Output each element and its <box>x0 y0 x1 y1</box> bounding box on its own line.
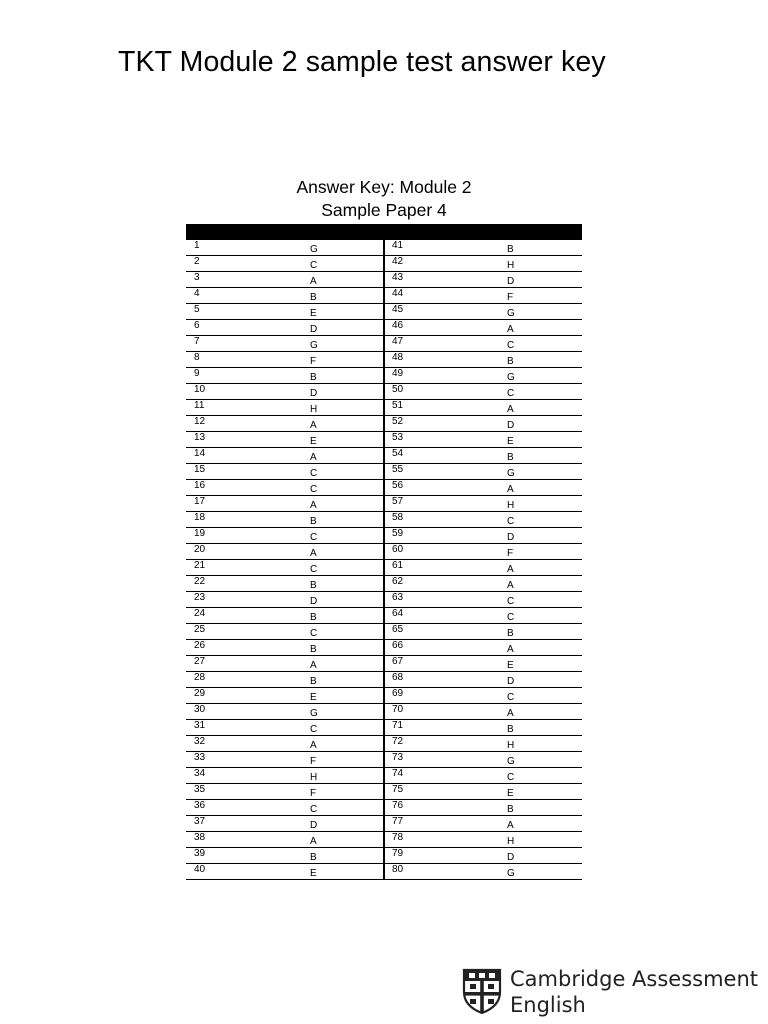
answer-letter: B <box>310 852 317 863</box>
question-number: 51 <box>392 400 404 411</box>
question-number: 29 <box>194 688 206 699</box>
answer-letter: H <box>507 260 515 271</box>
answer-letter: F <box>310 356 317 367</box>
question-number: 56 <box>392 480 404 491</box>
answer-letter: C <box>507 388 515 399</box>
answer-letter: B <box>507 724 514 735</box>
question-number: 59 <box>392 528 404 539</box>
question-number: 39 <box>194 848 206 859</box>
question-number: 21 <box>194 560 206 571</box>
answer-key-table <box>186 224 582 880</box>
question-number: 66 <box>392 640 404 651</box>
answer-letter: B <box>507 628 514 639</box>
answer-letter: A <box>310 660 317 671</box>
answer-letter: A <box>507 580 514 591</box>
cambridge-assessment-logo <box>462 966 759 1017</box>
answer-letter: A <box>310 276 317 287</box>
answer-letter: C <box>310 724 318 735</box>
answer-letter: D <box>507 276 515 287</box>
answer-letter: B <box>507 452 514 463</box>
question-number: 77 <box>392 816 404 827</box>
question-number: 67 <box>392 656 404 667</box>
question-number: 9 <box>194 368 200 379</box>
table-row <box>186 240 582 256</box>
answer-letter: D <box>310 388 318 399</box>
question-number: 53 <box>392 432 404 443</box>
answer-letter: C <box>310 532 318 543</box>
answer-letter: F <box>507 292 514 303</box>
table-row <box>186 736 582 752</box>
answer-letter: C <box>310 628 318 639</box>
answer-letter: B <box>507 356 514 367</box>
answer-letter: B <box>310 292 317 303</box>
question-number: 17 <box>194 496 206 507</box>
answer-letter: E <box>507 660 514 671</box>
question-number: 80 <box>392 864 404 875</box>
question-number: 52 <box>392 416 404 427</box>
answer-letter: B <box>310 676 317 687</box>
answer-letter: A <box>507 708 514 719</box>
answer-letter: F <box>310 756 317 767</box>
answer-letter: F <box>507 548 514 559</box>
table-row <box>186 608 582 624</box>
table-row <box>186 544 582 560</box>
answer-letter: E <box>507 788 514 799</box>
question-number: 74 <box>392 768 404 779</box>
answer-letter: H <box>507 740 515 751</box>
answer-letter: B <box>310 580 317 591</box>
table-row <box>186 416 582 432</box>
table-row <box>186 688 582 704</box>
table-row <box>186 752 582 768</box>
question-number: 75 <box>392 784 404 795</box>
table-row <box>186 848 582 864</box>
question-number: 10 <box>194 384 206 395</box>
question-number: 25 <box>194 624 206 635</box>
answer-letter: C <box>310 804 318 815</box>
question-number: 33 <box>194 752 206 763</box>
answer-letter: B <box>310 644 317 655</box>
answer-letter: B <box>507 804 514 815</box>
question-number: 68 <box>392 672 404 683</box>
question-number: 12 <box>194 416 206 427</box>
question-number: 65 <box>392 624 404 635</box>
answer-letter: A <box>310 452 317 463</box>
answer-letter: E <box>310 436 317 447</box>
answer-letter: B <box>310 516 317 527</box>
answer-letter: D <box>310 820 318 831</box>
question-number: 45 <box>392 304 404 315</box>
table-row <box>186 400 582 416</box>
question-number: 22 <box>194 576 206 587</box>
answer-letter: E <box>310 692 317 703</box>
question-number: 14 <box>194 448 206 459</box>
table-row <box>186 512 582 528</box>
answer-key-heading: Answer Key: Module 2 <box>296 177 472 197</box>
question-number: 32 <box>194 736 206 747</box>
question-number: 78 <box>392 832 404 843</box>
answer-letter: A <box>507 644 514 655</box>
answer-letter: E <box>507 436 514 447</box>
answer-letter: G <box>310 708 318 719</box>
table-row <box>186 624 582 640</box>
answer-letter: D <box>507 852 515 863</box>
question-number: 1 <box>194 240 200 251</box>
answer-letter: G <box>310 244 318 255</box>
question-number: 55 <box>392 464 404 475</box>
table-row <box>186 864 582 880</box>
answer-letter: H <box>507 500 515 511</box>
question-number: 3 <box>194 272 200 283</box>
question-number: 30 <box>194 704 206 715</box>
answer-letter: G <box>310 340 318 351</box>
table-row <box>186 704 582 720</box>
answer-letter: B <box>310 612 317 623</box>
answer-letter: C <box>507 340 515 351</box>
question-number: 7 <box>194 336 200 347</box>
answer-letter: D <box>507 532 515 543</box>
table-row <box>186 272 582 288</box>
answer-letter: H <box>310 772 318 783</box>
table-row <box>186 256 582 272</box>
answer-letter: G <box>507 372 515 383</box>
question-number: 79 <box>392 848 404 859</box>
answer-letter: E <box>310 868 317 879</box>
question-number: 44 <box>392 288 404 299</box>
question-number: 26 <box>194 640 206 651</box>
answer-letter: B <box>507 244 514 255</box>
table-row <box>186 304 582 320</box>
question-number: 42 <box>392 256 404 267</box>
question-number: 41 <box>392 240 404 251</box>
table-row <box>186 800 582 816</box>
answer-letter: C <box>507 692 515 703</box>
answer-letter: A <box>310 500 317 511</box>
question-number: 19 <box>194 528 206 539</box>
answer-letter: C <box>507 516 515 527</box>
question-number: 18 <box>194 512 206 523</box>
question-number: 69 <box>392 688 404 699</box>
answer-letter: A <box>310 740 317 751</box>
answer-letter: C <box>310 468 318 479</box>
question-number: 6 <box>194 320 200 331</box>
question-number: 63 <box>392 592 404 603</box>
question-number: 15 <box>194 464 206 475</box>
question-number: 70 <box>392 704 404 715</box>
table-row <box>186 672 582 688</box>
table-row <box>186 368 582 384</box>
question-number: 36 <box>194 800 206 811</box>
question-number: 60 <box>392 544 404 555</box>
question-number: 46 <box>392 320 404 331</box>
question-number: 20 <box>194 544 206 555</box>
answer-letter: D <box>507 420 515 431</box>
question-number: 34 <box>194 768 206 779</box>
answer-letter: C <box>507 612 515 623</box>
question-number: 54 <box>392 448 404 459</box>
question-number: 23 <box>194 592 206 603</box>
answer-letter: A <box>310 836 317 847</box>
table-row <box>186 432 582 448</box>
table-row <box>186 480 582 496</box>
answer-letter: H <box>310 404 318 415</box>
table-row <box>186 576 582 592</box>
answer-letter: C <box>310 484 318 495</box>
answer-letter: A <box>507 324 514 335</box>
table-row <box>186 832 582 848</box>
answer-letter: A <box>507 404 514 415</box>
answer-letter: G <box>507 308 515 319</box>
answer-letter: C <box>310 564 318 575</box>
page-title: TKT Module 2 sample test answer key <box>118 46 606 78</box>
table-row <box>186 336 582 352</box>
answer-letter: H <box>507 836 515 847</box>
table-row <box>186 496 582 512</box>
question-number: 13 <box>194 432 206 443</box>
question-number: 5 <box>194 304 200 315</box>
logo-line-2: English <box>510 993 586 1017</box>
question-number: 57 <box>392 496 404 507</box>
table-row <box>186 384 582 400</box>
cambridge-shield-icon <box>462 968 502 1014</box>
answer-letter: D <box>310 324 318 335</box>
table-body <box>186 240 582 880</box>
answer-letter: G <box>507 468 515 479</box>
question-number: 58 <box>392 512 404 523</box>
question-number: 62 <box>392 576 404 587</box>
table-row <box>186 320 582 336</box>
table-row <box>186 784 582 800</box>
table-row <box>186 528 582 544</box>
answer-letter: B <box>310 372 317 383</box>
answer-letter: G <box>507 756 515 767</box>
table-row <box>186 768 582 784</box>
answer-letter: A <box>310 548 317 559</box>
answer-letter: A <box>507 820 514 831</box>
answer-letter: A <box>507 484 514 495</box>
question-number: 8 <box>194 352 200 363</box>
answer-letter: F <box>310 788 317 799</box>
answer-letter: D <box>507 676 515 687</box>
question-number: 24 <box>194 608 206 619</box>
question-number: 61 <box>392 560 404 571</box>
question-number: 43 <box>392 272 404 283</box>
answer-letter: C <box>507 772 515 783</box>
question-number: 28 <box>194 672 206 683</box>
table-row <box>186 816 582 832</box>
answer-letter: E <box>310 308 317 319</box>
question-number: 49 <box>392 368 404 379</box>
logo-line-1: Cambridge Assessment <box>510 967 759 991</box>
table-row <box>186 640 582 656</box>
question-number: 16 <box>194 480 206 491</box>
answer-letter: C <box>310 260 318 271</box>
question-number: 47 <box>392 336 404 347</box>
question-number: 72 <box>392 736 404 747</box>
table-row <box>186 560 582 576</box>
question-number: 40 <box>194 864 206 875</box>
answer-letter: A <box>507 564 514 575</box>
table-header-bar <box>186 224 582 240</box>
question-number: 35 <box>194 784 206 795</box>
answer-letter: G <box>507 868 515 879</box>
answer-letter: A <box>310 420 317 431</box>
question-number: 76 <box>392 800 404 811</box>
question-number: 31 <box>194 720 206 731</box>
answer-key-subheading: Sample Paper 4 <box>321 200 447 220</box>
answer-letter: C <box>507 596 515 607</box>
question-number: 11 <box>194 400 205 411</box>
question-number: 48 <box>392 352 404 363</box>
table-row <box>186 656 582 672</box>
table-row <box>186 448 582 464</box>
logo-text <box>510 966 758 1018</box>
question-number: 38 <box>194 832 206 843</box>
table-row <box>186 592 582 608</box>
question-number: 4 <box>194 288 200 299</box>
answer-letter: D <box>310 596 318 607</box>
question-number: 73 <box>392 752 404 763</box>
question-number: 27 <box>194 656 206 667</box>
table-row <box>186 720 582 736</box>
question-number: 37 <box>194 816 206 827</box>
question-number: 71 <box>392 720 404 731</box>
table-row <box>186 464 582 480</box>
table-row <box>186 288 582 304</box>
table-row <box>186 352 582 368</box>
question-number: 2 <box>194 256 200 267</box>
question-number: 50 <box>392 384 404 395</box>
question-number: 64 <box>392 608 404 619</box>
